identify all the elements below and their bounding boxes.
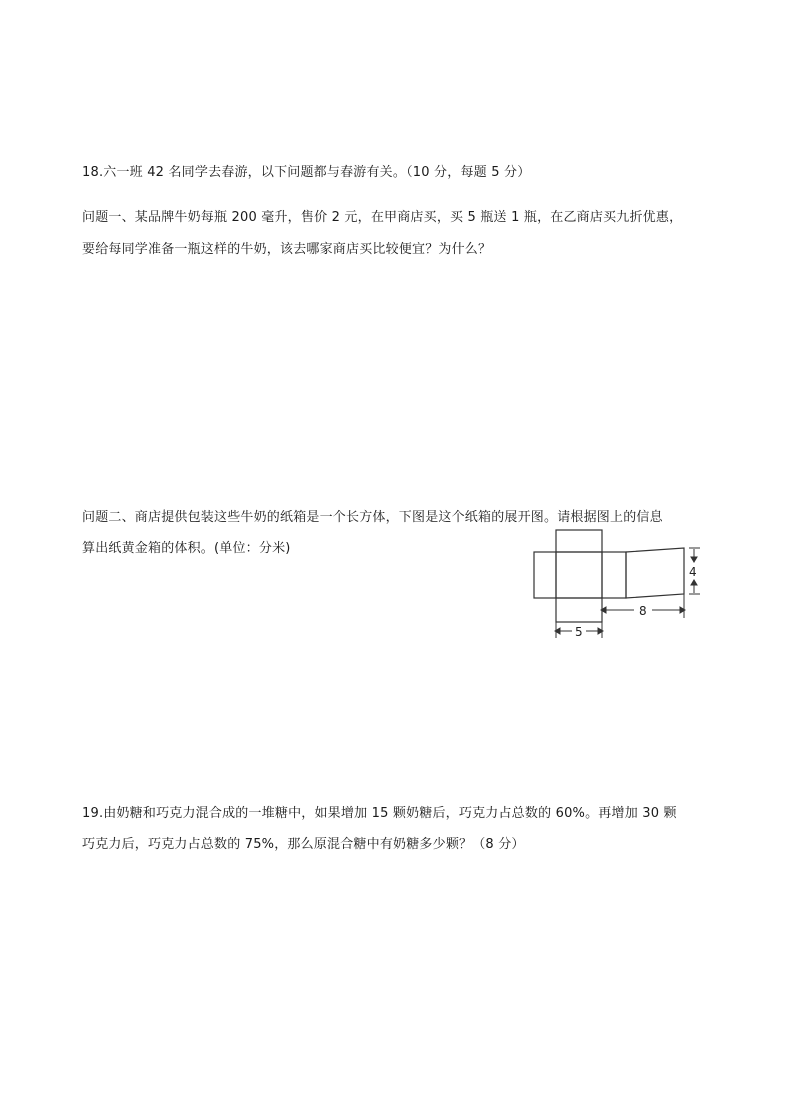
q18-title: 18.六一班 42 名同学去春游，以下问题都与春游有关。（10 分，每题 5 分） (82, 165, 531, 180)
net-top-flap (556, 530, 602, 552)
q18-problem1-line1: 问题一、某品牌牛奶每瓶 200 毫升，售价 2 元，在甲商店买，买 5 瓶送 1 瓶，在乙商店买九折优惠， (82, 210, 683, 225)
dim-width-label: 5 (575, 625, 583, 639)
net-front-face (556, 552, 602, 598)
q19-line2: 巧克力后，巧克力占总数的 75%，那么原混合糖中有奶糖多少颗？（8 分） (82, 837, 525, 852)
q18-problem2-line2: 算出纸黄金箱的体积。(单位：分米) (82, 541, 291, 556)
q18-problem2-line1: 问题二、商店提供包装这些牛奶的纸箱是一个长方体，下图是这个纸箱的展开图。请根据图上的信息 (82, 510, 663, 525)
box-net-svg (526, 528, 706, 643)
q18-problem1-line2: 要给每同学准备一瓶这样的牛奶，该去哪家商店买比较便宜？为什么？ (82, 242, 492, 257)
box-net-figure (526, 528, 706, 643)
dim-height-label: 4 (689, 565, 697, 579)
net-side-face (602, 552, 626, 598)
q19-line1: 19.由奶糖和巧克力混合成的一堆糖中，如果增加 15 颗奶糖后，巧克力占总数的 60%。再增加 30 颗 (82, 806, 677, 821)
net-back-face (626, 548, 684, 598)
net-left-face (534, 552, 556, 598)
net-bottom-flap (556, 598, 602, 622)
dim-length-label: 8 (639, 604, 647, 618)
